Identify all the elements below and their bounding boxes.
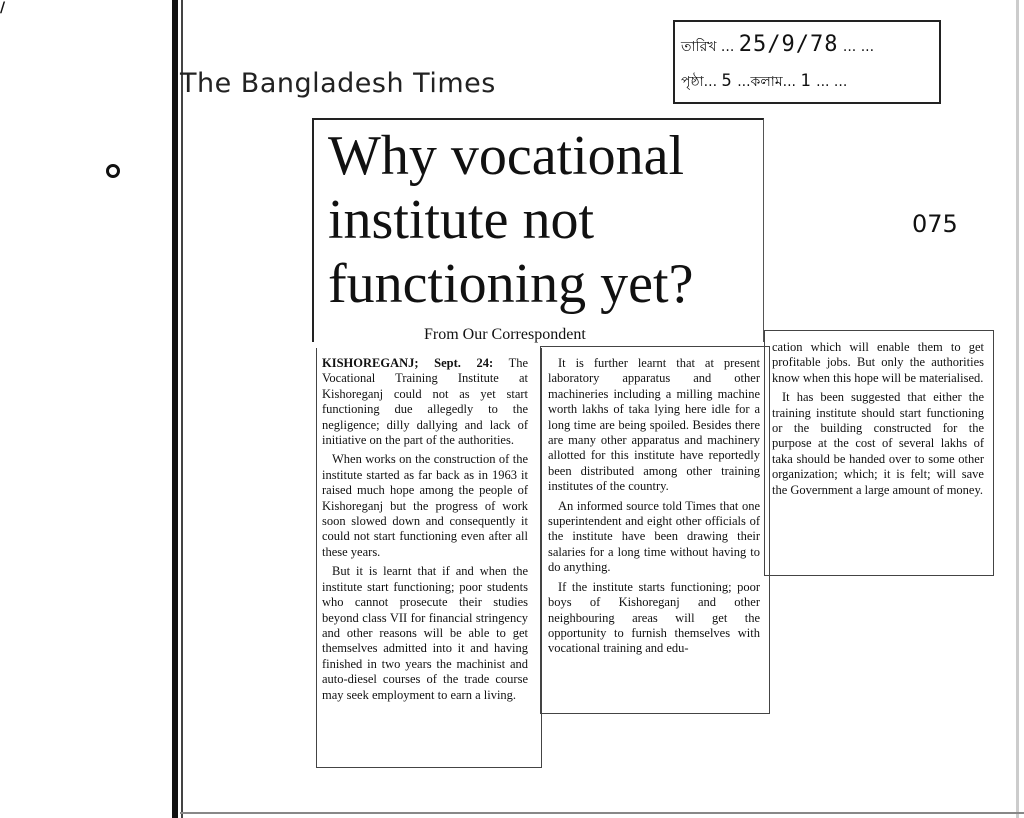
stamp-date-row (681, 32, 874, 59)
paragraph: When works on the construction of the institute started as far back as in 1963 it raised much hope among the people of Kishoreganj but the progress of work soon slowed down and consequently it could not start functioning even after all these years. (322, 452, 528, 559)
binder-edge-inner (181, 0, 183, 818)
stamp-trailing-2: ... ... (816, 74, 848, 90)
page-bottom-edge (180, 812, 1024, 814)
paragraph: It is further learnt that at present laboratory apparatus and other machineries including a milling machine worth lakhs of taka lying here idle for a long time are being spoiled. Besides there are many other apparatus and machinery allotted for this institute have reportedly been distributed among other training institutes of the country. (548, 356, 760, 494)
stamp-column-label: ...কলাম... (737, 74, 796, 90)
paragraph: An informed source told Times that one superintendent and eight other officials of the institute have been drawing their salaries for a long time without having to do anything. (548, 498, 760, 575)
paragraph: It has been suggested that either the training institute should start functioning or the building constructed for the purpose at the cost of several lakhs of taka should be handed over to some other organization; which; it is felt; will save the Government a large amount of money. (772, 390, 984, 497)
headline-line-2: institute not (328, 189, 594, 251)
paragraph: If the institute starts functioning; poor boys of Kishoreganj and other neighbouring areas will get the opportunity to furnish themselves with vocational training and edu- (548, 579, 760, 656)
stamp-page-label: পৃষ্ঠা... (681, 74, 718, 90)
binder-edge (172, 0, 178, 818)
paragraph (322, 356, 528, 448)
stamp-trailing: ... ... (842, 39, 875, 55)
stamp-page-value: 5 (721, 71, 733, 91)
article-byline: From Our Correspondent (424, 326, 586, 343)
page-edge (1016, 0, 1019, 818)
stamp-page-row (681, 70, 847, 94)
article-column-2 (548, 356, 760, 661)
article-column-3 (772, 340, 984, 502)
paragraph: But it is learnt that if and when the institute start functioning; poor students who cannot prosecute their studies beyond class VII for financial stringency and other reasons will be able to get themselves admitted into it and having finished in two years the machinist and auto-diesel courses of the trade course may seek employment to earn a living. (322, 564, 528, 702)
headline-line-3: functioning yet? (328, 253, 694, 315)
archive-page-number: 075 (912, 210, 958, 238)
archive-stamp (673, 20, 941, 104)
paragraph-text: The Vocational Training Institute at Kishoreganj could not as yet start functioning due allegedly to the negligence; dilly dallying and lack of initiative on the part of the authorities. (322, 356, 528, 448)
stamp-date-value: 25/9/78 (738, 32, 839, 57)
punch-hole (106, 164, 120, 178)
stamp-date-label: তারিখ ... (681, 39, 735, 55)
article-dateline: KISHOREGANJ; Sept. 24: (322, 356, 494, 370)
article-column-1 (322, 356, 528, 707)
newspaper-masthead: The Bangladesh Times (180, 68, 496, 99)
stamp-column-value: 1 (800, 71, 812, 91)
headline-line-1: Why vocational (328, 125, 685, 187)
article-headline (328, 124, 693, 316)
corner-mark: / (0, 0, 6, 16)
paragraph: cation which will enable them to get profitable jobs. But only the authorities know when this hope will be materialised. (772, 340, 984, 385)
